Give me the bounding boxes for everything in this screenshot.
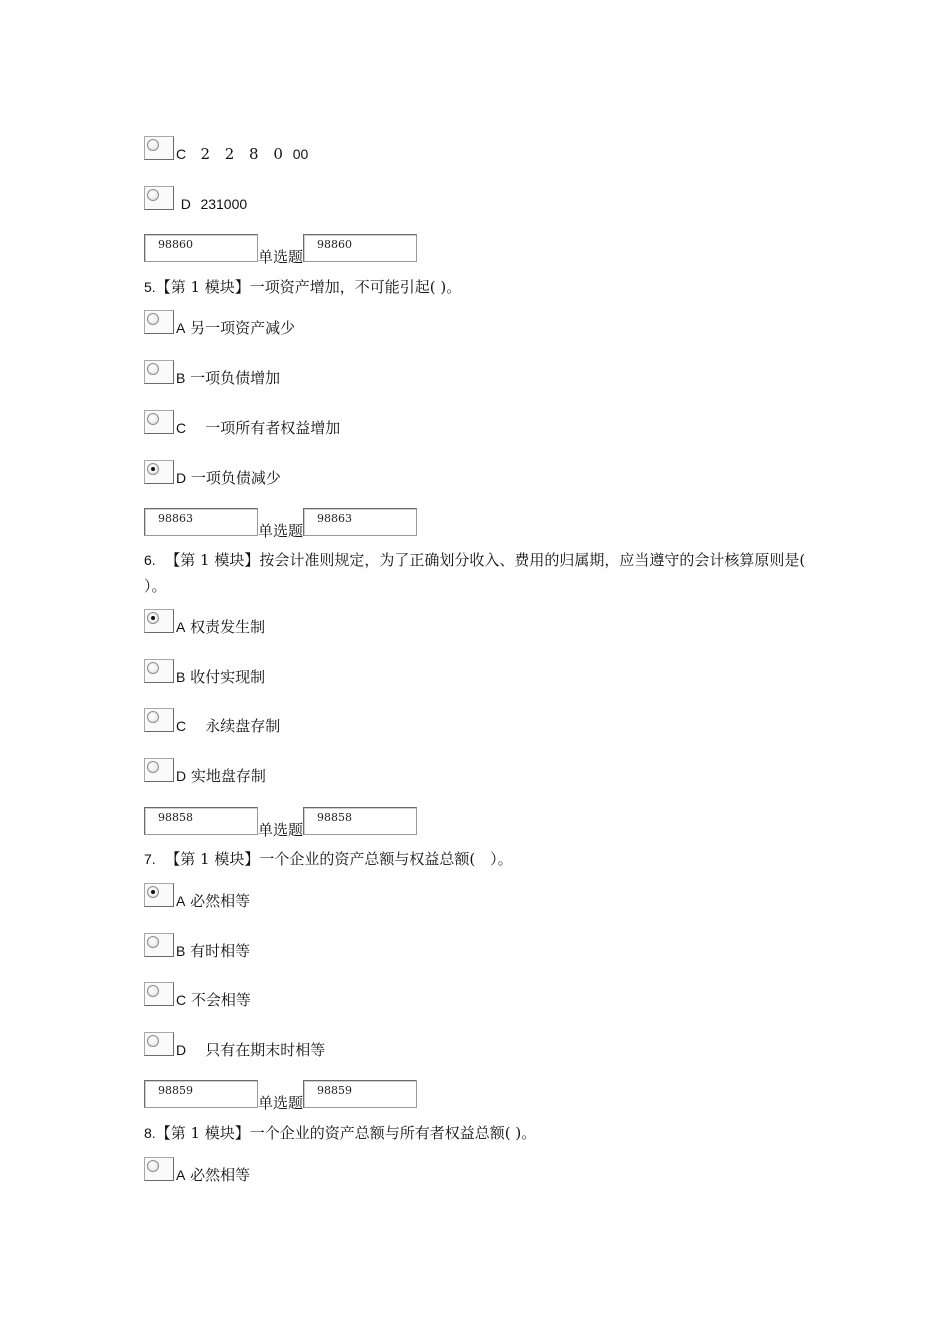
q5-option-b-radio[interactable] (144, 360, 174, 384)
q6-option-d-letter: D (176, 768, 187, 784)
q7-option-d-letter: D (176, 1042, 187, 1058)
q4-option-d-text: 231000 (200, 196, 248, 212)
q4-id-input-left[interactable]: 98860 (144, 234, 258, 262)
q5-option-a-radio[interactable] (144, 310, 174, 334)
q5-option-b[interactable] (144, 358, 281, 387)
q6-option-c-letter: C (176, 718, 187, 734)
q6-option-d-text: 实地盘存制 (190, 767, 266, 785)
q4-option-c-letter: C (176, 146, 187, 162)
q4-meta-row (144, 232, 417, 266)
q7-meta-row (144, 1078, 417, 1112)
q6-number: 6. (144, 552, 156, 568)
q7-stem (144, 846, 824, 872)
q6-stem (144, 547, 824, 599)
q7-id-input-right[interactable]: 98859 (303, 1080, 417, 1108)
q8-option-a-letter: A (176, 1167, 186, 1183)
q5-option-c-text: 一项所有者权益增加 (205, 419, 341, 437)
q5-option-d[interactable] (144, 458, 281, 487)
q5-type-label: 单选题 (258, 522, 304, 540)
q7-type-label: 单选题 (258, 1094, 304, 1112)
q4-option-d-letter: D (180, 196, 191, 212)
q7-option-a-radio[interactable] (144, 883, 174, 907)
q6-id-input-left[interactable]: 98858 (144, 807, 258, 835)
q4-option-d[interactable] (144, 184, 247, 210)
q5-option-c-radio[interactable] (144, 410, 174, 434)
q8-stem (144, 1120, 824, 1146)
q6-type-label: 单选题 (258, 821, 304, 839)
q4-option-c-suffix: 00 (292, 146, 309, 162)
q7-option-b[interactable] (144, 931, 251, 960)
q6-option-b-radio[interactable] (144, 659, 174, 683)
q5-option-a[interactable] (144, 308, 296, 337)
q5-option-d-radio[interactable] (144, 460, 174, 484)
q7-option-c[interactable] (144, 980, 251, 1009)
q6-option-a[interactable] (144, 607, 266, 636)
q7-option-c-text: 不会相等 (190, 991, 251, 1009)
q5-stem (144, 274, 824, 300)
q5-number: 5. (144, 279, 156, 295)
q5-option-b-text: 一项负债增加 (190, 369, 281, 387)
q5-option-b-letter: B (176, 370, 186, 386)
q6-option-b-text: 收付实现制 (190, 668, 266, 686)
q7-option-a[interactable] (144, 881, 251, 910)
q7-option-b-letter: B (176, 943, 186, 959)
q7-option-c-radio[interactable] (144, 982, 174, 1006)
q5-id-input-right[interactable]: 98863 (303, 508, 417, 536)
q7-option-d-radio[interactable] (144, 1032, 174, 1056)
q7-option-c-letter: C (176, 992, 187, 1008)
q8-stem-text: 【第 1 模块】一个企业的资产总额与所有者权益总额( )。 (155, 1124, 537, 1142)
q5-option-a-text: 另一项资产减少 (190, 319, 296, 337)
q4-option-c-text: 2 2 8 0 (200, 145, 288, 163)
q8-option-a-text: 必然相等 (190, 1166, 251, 1184)
q4-option-c-radio[interactable] (144, 136, 174, 160)
q8-option-a[interactable] (144, 1155, 251, 1184)
q7-option-d-text: 只有在期末时相等 (205, 1041, 326, 1059)
q6-option-d-radio[interactable] (144, 758, 174, 782)
q6-stem-text: 【第 1 模块】按会计准则规定，为了正确划分收入、费用的归属期，应当遵守的会计核算原则是( ）。 (144, 551, 806, 595)
q7-id-input-left[interactable]: 98859 (144, 1080, 258, 1108)
q5-option-c[interactable] (144, 408, 341, 437)
q5-option-c-letter: C (176, 420, 187, 436)
q7-number: 7. (144, 851, 156, 867)
q6-meta-row (144, 805, 417, 839)
q8-number: 8. (144, 1125, 156, 1141)
q5-option-a-letter: A (176, 320, 186, 336)
q6-option-c-text: 永续盘存制 (205, 717, 281, 735)
q7-stem-text: 【第 1 模块】一个企业的资产总额与权益总额( ）。 (165, 850, 513, 868)
q4-option-c[interactable] (144, 134, 309, 163)
q7-option-a-letter: A (176, 893, 186, 909)
q6-option-b[interactable] (144, 657, 266, 686)
q7-option-d[interactable] (144, 1030, 326, 1059)
q7-option-b-text: 有时相等 (190, 942, 251, 960)
q6-option-b-letter: B (176, 669, 186, 685)
q6-id-input-right[interactable]: 98858 (303, 807, 417, 835)
q8-option-a-radio[interactable] (144, 1157, 174, 1181)
q4-id-input-right[interactable]: 98860 (303, 234, 417, 262)
q5-option-d-text: 一项负债减少 (190, 469, 281, 487)
q6-option-c[interactable] (144, 706, 281, 735)
q6-option-a-text: 权责发生制 (190, 618, 266, 636)
q4-type-label: 单选题 (258, 248, 304, 266)
q5-meta-row (144, 506, 417, 540)
q6-option-a-letter: A (176, 619, 186, 635)
q7-option-a-text: 必然相等 (190, 892, 251, 910)
q6-option-c-radio[interactable] (144, 708, 174, 732)
q5-id-input-left[interactable]: 98863 (144, 508, 258, 536)
q5-option-d-letter: D (176, 470, 187, 486)
q4-option-d-radio[interactable] (144, 186, 174, 210)
q6-option-d[interactable] (144, 756, 266, 785)
q6-option-a-radio[interactable] (144, 609, 174, 633)
q7-option-b-radio[interactable] (144, 933, 174, 957)
q5-stem-text: 【第 1 模块】一项资产增加，不可能引起( )。 (155, 278, 462, 296)
